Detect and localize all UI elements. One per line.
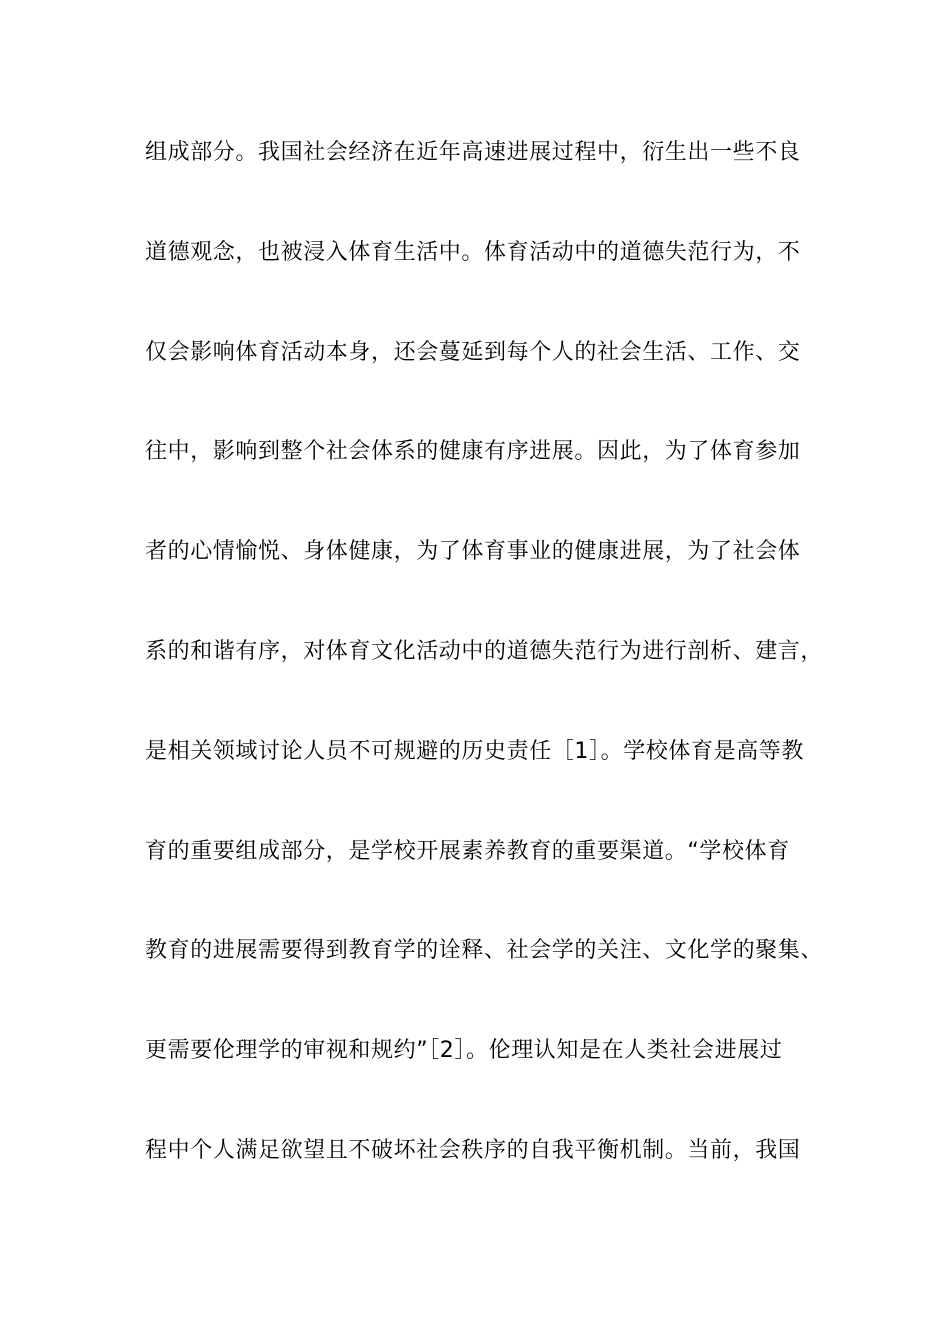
text-line-7: 是相关领域讨论人员不可规避的历史责任［1］。学校体育是高等教	[145, 738, 804, 764]
text-line-4: 往中，影响到整个社会体系的健康有序进展。因此，为了体育参加	[145, 439, 801, 465]
text-line-8: 育的重要组成部分，是学校开展素养教育的重要渠道。“学校体育	[145, 838, 790, 864]
text-line-6: 系的和谐有序，对体育文化活动中的道德失范行为进行剖析、建言，	[145, 638, 824, 664]
text-line-9: 教育的进展需要得到教育学的诠释、社会学的关注、文化学的聚集、	[145, 938, 824, 964]
text-line-11: 程中个人满足欲望且不破坏社会秩序的自我平衡机制。当前，我国	[145, 1137, 801, 1163]
text-line-10: 更需要伦理学的审视和规约”［2］。伦理认知是在人类社会进展过	[145, 1038, 783, 1064]
text-line-1: 组成部分。我国社会经济在近年高速进展过程中，衍生出一些不良	[145, 140, 801, 165]
text-line-3: 仅会影响体育活动本身，还会蔓延到每个人的社会生活、工作、交	[145, 339, 801, 365]
text-line-2: 道德观念，也被浸入体育生活中。体育活动中的道德失范行为，不	[145, 239, 801, 265]
text-line-5: 者的心情愉悦、身体健康，为了体育事业的健康进展，为了社会体	[145, 539, 801, 565]
body-text	[145, 132, 825, 1230]
